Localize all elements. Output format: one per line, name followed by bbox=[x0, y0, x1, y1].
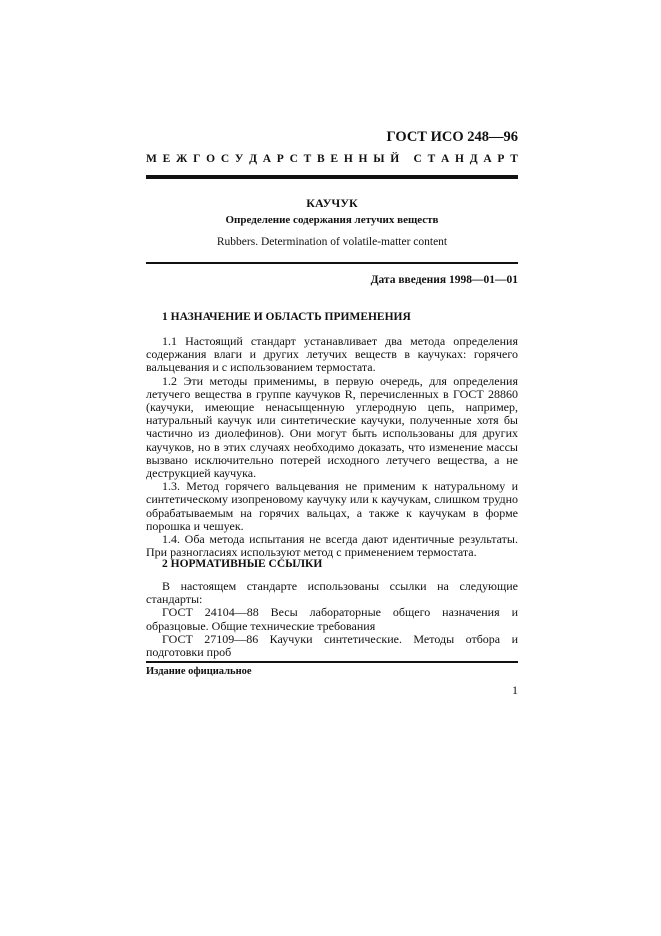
banner-letter: А bbox=[483, 153, 492, 165]
banner-letter: Й bbox=[390, 153, 400, 165]
footer-divider bbox=[146, 661, 518, 663]
document-subtitle-ru: Определение содержания летучих веществ bbox=[225, 214, 439, 226]
paragraph-2-intro: В настоящем стандарте использованы ссылки на следующие стандарты: bbox=[146, 579, 518, 607]
section-1-heading: 1 НАЗНАЧЕНИЕ И ОБЛАСТЬ ПРИМЕНЕНИЯ bbox=[162, 311, 411, 323]
banner-letter: Ы bbox=[373, 153, 385, 165]
title-divider bbox=[146, 262, 518, 264]
banner-letter: А bbox=[262, 153, 272, 165]
banner-letter: Н bbox=[455, 153, 464, 165]
banner-letter: Д bbox=[469, 153, 478, 165]
page-number: 1 bbox=[512, 683, 518, 697]
banner-letter: У bbox=[234, 153, 244, 165]
banner-letter: Д bbox=[249, 153, 258, 165]
banner-letter: А bbox=[440, 153, 450, 165]
banner-letter: Р bbox=[497, 153, 505, 165]
banner-letter: Р bbox=[276, 153, 284, 165]
banner-letter: Т bbox=[427, 153, 436, 165]
banner-letter: Т bbox=[510, 153, 518, 165]
section-2-body bbox=[146, 580, 518, 659]
official-edition-label: Издание официальное bbox=[146, 666, 252, 677]
banner-letter: С bbox=[220, 153, 230, 165]
paragraph-1-4: 1.4. Оба метода испытания не всегда дают идентичные результаты. При разногласиях используют метод с применением термостата. bbox=[146, 532, 518, 560]
banner-letter: Т bbox=[303, 153, 312, 165]
banner-letter: О bbox=[206, 153, 216, 165]
banner-letter: Е bbox=[162, 153, 171, 165]
banner-letter: Н bbox=[343, 153, 353, 165]
banner-letter: Г bbox=[193, 153, 201, 165]
paragraph-1-2: 1.2 Эти методы применимы, в первую очередь, для определения летучего вещества в группе каучуков R, перечисленных в ГОСТ 28860 (каучуки, имеющие ненасыщенную углеродную цепь, например, натуральный каучук или синтетические каучуки, полученные хотя бы частично из диолефинов). Они могут быть использованы для других каучуков, но в этих случаях необходимо доказать, что изменение массы вызвано исключительно потерей исходного летучего вещества, а не деструкцией каучука. bbox=[146, 373, 518, 481]
document-subtitle-en: Rubbers. Determination of volatile-matter content bbox=[216, 236, 448, 248]
paragraph-1-3: 1.3. Метод горячего вальцевания не применим к натуральному и синтетическому изопреновому каучуку или к каучукам, слишком трудно обрабатываемым на горячих вальцах, а также к каучукам в форме порошка и чешуек. bbox=[146, 479, 518, 533]
section-1-body bbox=[146, 335, 518, 559]
interstate-standard-banner bbox=[146, 153, 518, 165]
banner-letter: Е bbox=[330, 153, 339, 165]
section-2-heading: 2 НОРМАТИВНЫЕ ССЫЛКИ bbox=[162, 558, 323, 570]
reference-gost-24104: ГОСТ 24104—88 Весы лабораторные общего назначения и образцовые. Общие технические требования bbox=[146, 605, 518, 633]
banner-letter bbox=[405, 153, 408, 165]
banner-letter: Н bbox=[358, 153, 368, 165]
introduction-date: Дата введения 1998—01—01 bbox=[370, 274, 518, 286]
document-title: КАУЧУК bbox=[306, 196, 358, 210]
document-code: ГОСТ ИСО 248—96 bbox=[386, 129, 518, 145]
banner-letter: Ж bbox=[176, 153, 188, 165]
reference-gost-27109: ГОСТ 27109—86 Каучуки синтетические. Методы отбора и подготовки проб bbox=[146, 631, 518, 660]
header-divider bbox=[146, 175, 518, 179]
paragraph-1-1: 1.1 Настоящий стандарт устанавливает два метода определения содержания влаги и других летучих веществ в каучуках: горячего вальцевания и с использованием термостата. bbox=[146, 334, 518, 375]
banner-letter: С bbox=[289, 153, 298, 165]
banner-letter: В bbox=[317, 153, 325, 165]
banner-letter: М bbox=[146, 153, 157, 165]
banner-letter: С bbox=[413, 153, 422, 165]
